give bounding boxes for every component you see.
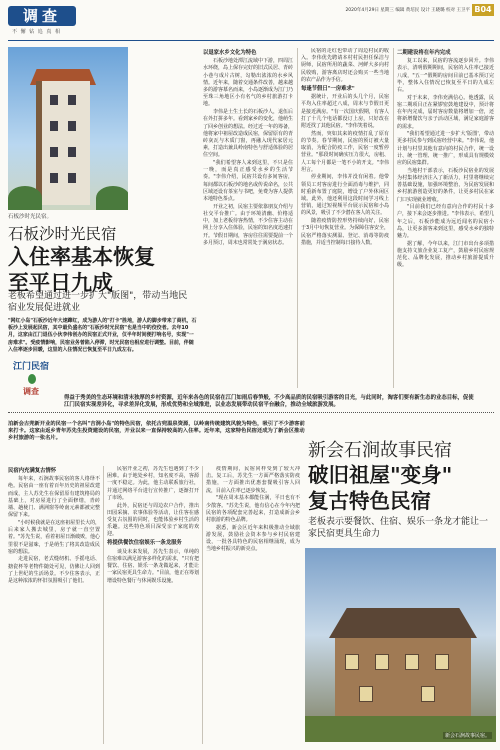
paragraph: 复工以来，民宿的客流逐步回升。李伟表示，清明假期期间，民宿的入住率已接近八成，"五一"假期的房间目前已基本预订完毕，整体入住情况已恢复至平日的九成左右。 bbox=[397, 58, 494, 94]
story2-column-2 bbox=[107, 466, 199, 744]
paragraph: 据悉，新会区近年来积极推动全域旅游发展，鼓励社会资本参与乡村民宿建设，一批各具特色的民宿相继涌现，成为当地乡村振兴的新亮点。 bbox=[206, 524, 300, 553]
story1-column-1 bbox=[203, 48, 293, 388]
subhead: 以退家水乡文化为特色 bbox=[203, 49, 257, 56]
story2-column-3 bbox=[206, 466, 300, 744]
story2-title-line1: 破旧祖屋"变身" bbox=[308, 463, 453, 487]
header-rule bbox=[8, 40, 494, 41]
paragraph: 开业之初，民宿主要依靠朋友介绍与社交平台推广。由于环境清幽、价格适中，加上老板待客热情，不少住客主动在网上分享入住体验，民宿的知名度迅速打开。节假日期间，客房往往需要提前一个多月预订，周末也常常处于满房状态。 bbox=[203, 203, 293, 246]
story2-title-line2: 复古特色民宿 bbox=[308, 489, 431, 513]
section-divider bbox=[8, 412, 494, 414]
page-number: B04 bbox=[472, 4, 494, 16]
issue-meta: 2020年4月29日 星期三 编辑 黄培民 设计 王晓璐 校对 王卫平 bbox=[345, 8, 470, 13]
subhead: 民宿内充满复古情怀 bbox=[8, 467, 57, 474]
story1-title-line1: 入住率基本恢复 bbox=[8, 244, 155, 269]
story1-photo bbox=[8, 47, 128, 210]
paragraph: 据统计，开业后的头几个月，民宿平均入住率超过八成，周末与节假日更是接近满房。"有一次国庆假期，有客人打了十几个电话都没订上房，只好改在附近找了其他民宿。"李伟笑着说。 bbox=[301, 94, 389, 130]
column-divider bbox=[103, 466, 104, 744]
story1-headline bbox=[8, 224, 198, 296]
paragraph: 据了解，今年以来，江门市出台多项措施支持文旅企业复工复产，鼓励乡村民宿规范化、品牌化发展，推动乡村旅游提质升级。 bbox=[397, 240, 494, 269]
feature-banner: 得益于秀美的生态环境和清末独厚的乡村资源，近年来各色的民宿在江门如雨后春笋般，不少高品质的民宿吸引游客的目光，与此同时，淘客们要有新生态的业态目标，促使江门民宿实现差异化，寻求差异化发展，形成优势和全域推进，以业态发展带动民宿平台融合，推动全域旅游发展。 bbox=[64, 395, 474, 408]
paragraph: 李伟是土生土长的石板沙人，退伍后在外打拼多年。看到家乡的变化，他萌生了回乡创业的想法。经过近一年的筹备，他将家中祖屋改造成民宿，保留原有的青砖灰瓦与木质门窗，再融入现代家居元素，打造出兼具岭南特色与舒适体验的居住空间。 bbox=[203, 109, 293, 159]
story1-subtitle: 老板希望通过进一步扩大"版图"，带动当地民宿业发展促进就业 bbox=[8, 291, 188, 313]
logo-line1: 江门民宿 bbox=[12, 362, 49, 372]
tree-icon bbox=[28, 374, 36, 384]
paragraph: 谈及未来发展，苏先生表示，单纯的住宿难以满足游客多样化的需求，"只有把餐饮、住宿、娱乐一条龙做起来，才能让一家民宿更具生命力。"目前，他正在筹划增设特色餐厅与休闲娱乐设施。 bbox=[107, 548, 199, 584]
paragraph: "现在周末基本都能住满，平日也有不少散客。"苏先生说，他有信心在今年内把民宿的各项配套完善起来，打造成新会乡村旅游的特色品牌。 bbox=[206, 495, 300, 523]
logo-line2: 调查 bbox=[23, 386, 39, 396]
paragraph: 当地村干部表示，石板沙民宿业的发展为村集体经济注入了新活力，村里将继续完善基础设施，加强环境整治，为民宿发展和乡村旅游创造更好的条件，让更多村民在家门口实现就业增收。 bbox=[397, 167, 494, 203]
paragraph: 走进民宿，老式缝纫机、手摇电话、搪瓷杯等老物件随处可见，仿佛让人回到了上世纪的生活场景。不少住客表示，正是这种浓浓的怀旧氛围吸引了他们。 bbox=[8, 556, 100, 585]
paragraph: "小时候我就是在这座祖屋里长大的，后来家人搬去城里，房子就一直空置着。"苏先生说，看着祖屋日渐破败，他心里很不是滋味，于是萌生了将其改造成民宿的想法。 bbox=[8, 519, 100, 555]
paragraph: 民宿的走红也带动了周边村民的收入。李伟优先聘请本村村民担任保洁与厨师，民宿所用的蔬菜、河鲜大多向村民收购，游客离店时还会购买一些当地的农产品作为手信。 bbox=[301, 48, 389, 83]
story1-title-line2: 至平日九成 bbox=[8, 270, 113, 295]
column-divider bbox=[202, 466, 203, 744]
subhead: 将提供餐饮住宿娱乐一条龙服务 bbox=[107, 540, 182, 547]
column-divider bbox=[393, 48, 394, 388]
paragraph: 民宿开业之初，苏先生也遇到了不少困难。由于地处乡村，知名度不高，客源一度不稳定。为此，他主动联系旅行社，并通过网络平台进行宣传推广，逐渐打开了市场。 bbox=[107, 466, 199, 501]
story2-headline bbox=[308, 440, 494, 514]
story2-column-1 bbox=[8, 466, 100, 744]
column-logo bbox=[10, 362, 56, 404]
story1-photo-caption: 石板沙时光民宿。 bbox=[8, 214, 53, 220]
paragraph: "目前我们已经有意向合作的村民十多户，接下来会逐步推进。"李伟表示，希望几年之后，石板沙能成为远近闻名的民宿小岛，让更多游客来到这里，感受水乡的独特魅力。 bbox=[397, 204, 494, 240]
column-divider bbox=[297, 48, 298, 388]
paragraph: 对于未来，李伟充满信心。他透露，民宿二期项目正在紧锣密鼓地建设中，预计将在年内完成，届时客房数量将增加一倍，还将新增餐饮与亲子活动区域，满足家庭游客的需求。 bbox=[397, 94, 494, 130]
story2-photo bbox=[305, 548, 496, 742]
story2-lead: 泊新会古兜新开业的民宿一个名叫"吉洞小岛"的特色民宿，依托古兜温泉资源，以岭南传统建筑风貌为特色，吸引了不少游客前来打卡。这家由返乡青年苏先生投资建设的民宿，开业以来一直保持较高的入住率。近年来，这家特色民宿还成为了新会区推动乡村旅游的一张名片。 bbox=[8, 421, 305, 442]
story1-kicker: 石板沙时光民宿 bbox=[8, 225, 117, 243]
story2-photo-caption: 新会石涧故事民宿。 bbox=[444, 733, 490, 739]
section-title: 调查 bbox=[8, 6, 76, 26]
story2-subtitle: 老板表示要餐饮、住宿、娱乐一条龙才能让一家民宿更具生命力 bbox=[308, 517, 489, 539]
story2-kicker: 新会石涧故事民宿 bbox=[308, 440, 452, 461]
subhead: 每逢节假日"一房难求" bbox=[301, 85, 355, 92]
page-header bbox=[8, 4, 494, 38]
story1-lead: "网红小岛"石板沙近年大速蹿红，成为游人的"打卡"胜地，游人的脚步带来了商机，石板沙上发展起民宿，其中最负盛名的"石板沙时光民宿"也是当中的佼佼者。去年10月，这家由江门退伍小伙李伟创办的民宿正式开业，仅半年时间便打响名号，实现"一房难求"。受疫情影响，民宿业务曾陷入停滞，时光民宿也相应进行调整。目前，伴随入住率逐步回暖，这里的入住情况已恢复至平日九成左右。 bbox=[8, 318, 197, 353]
paragraph: "我们希望客人来到这里，不只是住一晚，而是真正感受水乡的生活节奏。"李伟介绍，民宿共设有多间客房，每间都以石板沙的地名或传说命名，公共区域还设有茶室与书吧，免费为客人提供本地特色茶点。 bbox=[203, 160, 293, 203]
section-slogan: 不 懈 钻 追 真 相 bbox=[12, 29, 61, 35]
paragraph: 停业期间，李伟并没有闲着。他带领员工对客房进行全面消毒与维护，同时重新布置了庭院，增设了户外休闲区域。此外，他还利用这段时间学习线上营销，通过短视频平台展示民宿和小岛的风景，吸引了不少潜在客人的关注。 bbox=[301, 174, 389, 217]
story1-column-3 bbox=[397, 48, 494, 388]
paragraph: "我们希望通过进一步扩大'版图'，带动更多村民参与到民宿经营中来。"李伟说，他计划与村里其他有意向的村民合作，统一设计、统一管理、统一推广，形成具有规模效应的民宿集群。 bbox=[397, 131, 494, 167]
paragraph: 石板沙地处潭江流域中下游，四周江水环绕，岛上保存完好的旧式民居、青砖小巷与成片古树，勾勒出浓浓的水乡风情。近年来，随着交通条件改善，越来越多的游客慕名而来，小岛逐渐成为江门乃至珠三角地区小有名气的乡村旅游打卡地。 bbox=[203, 58, 293, 108]
paragraph: 随着疫情防控形势持续向好，民宿于3月中旬恢复营业。为保障住客安全，民宿严格落实测温、登记、消毒等防疫措施，并适当控制每日接待人数。 bbox=[301, 218, 389, 246]
paragraph: 此外，民宿还与周边农户合作，推出田园采摘、农事体验等活动，让住客在感受复古氛围的同时，也能体验乡村生活的乐趣。这些特色项目深受亲子家庭的欢迎。 bbox=[107, 502, 199, 538]
story1-column-2 bbox=[301, 48, 389, 388]
paragraph: 每年来，石涧故事民宿的客人络绎不绝。民宿由一座有着百年历史的祖屋改建而成，主人苏先生在保留原有建筑格局的基础上，对房屋进行了全面修缮，青砖墙、趟栊门、满洲窗等岭南元素都被完整保留下来。 bbox=[8, 476, 100, 519]
paragraph: 疫情期间，民宿同样受到了较大冲击。复工后，苏先生一方面严格落实防疫措施，一方面推出优惠套餐吸引客人回流，目前入住率已逐步恢复。 bbox=[206, 466, 300, 494]
paragraph: 然而，突如其来的疫情打乱了原有的节奏。春节期间，民宿的预订被大量取消，为配合防疫工作，民宿一度暂停营业。"那段时间确实压力很大，房租、人工每个月都是一笔不小的开支。"李伟坦言。 bbox=[301, 130, 389, 173]
subhead: 二期建设将在年内完成 bbox=[397, 49, 451, 56]
